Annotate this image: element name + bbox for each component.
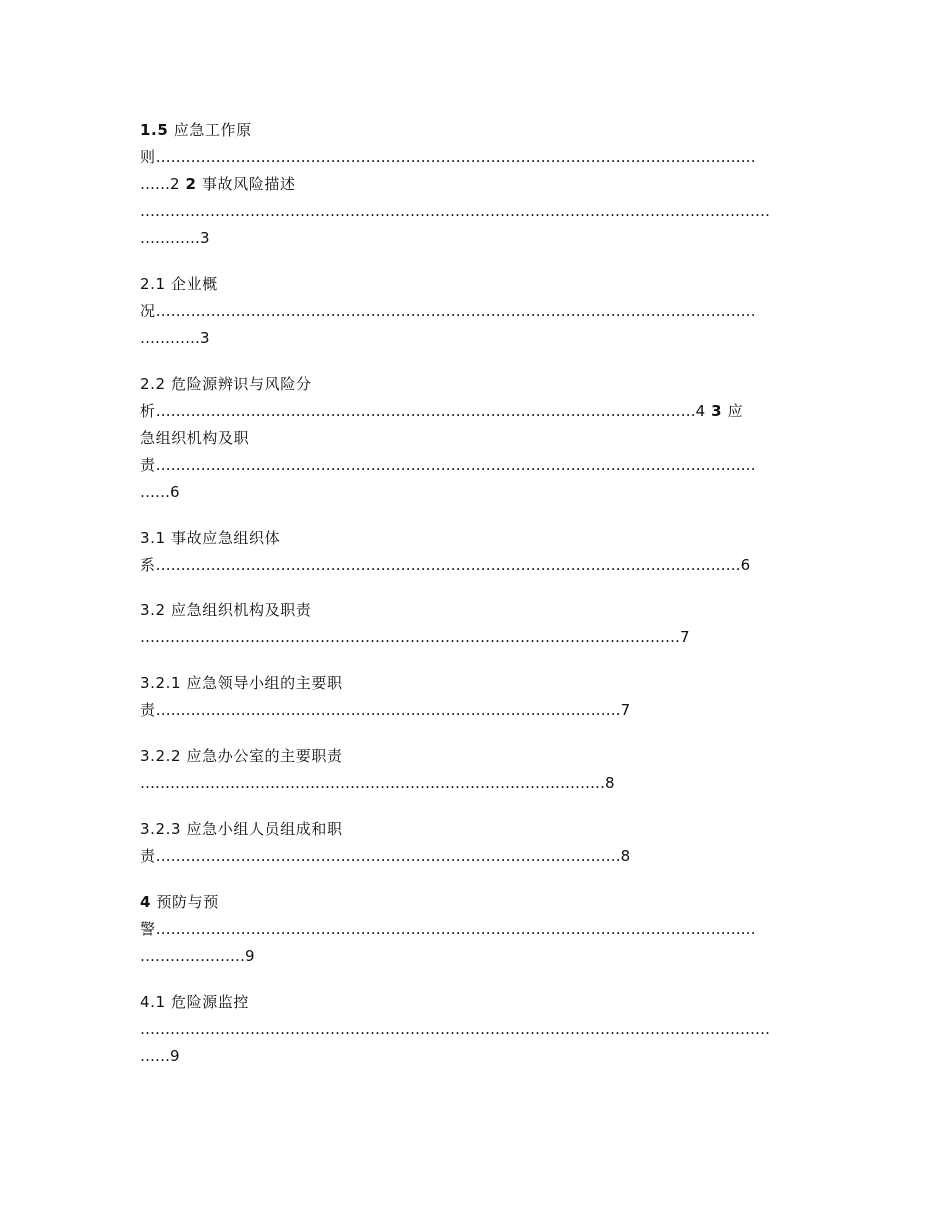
toc-title: 危险源辨识与风险分: [171, 375, 312, 393]
toc-leader-dots: …………………………………………………………………………………………………………: [155, 920, 756, 938]
toc-leader-dots: ………………………………………………………………………………………………: [140, 628, 680, 646]
toc-entry-3-leader: [140, 455, 812, 475]
toc-entry-4-heading: [140, 892, 812, 912]
toc-title: 责: [140, 456, 156, 474]
toc-number: 4: [140, 893, 152, 911]
toc-entry-1-5-leader: [140, 147, 812, 167]
toc-number: 3: [711, 402, 723, 420]
toc-leader-dots: …………………………………………………………………………………………………………: [155, 302, 756, 320]
toc-entry-2-2-leader-and-3-heading: [140, 401, 812, 421]
toc-title: 应: [727, 402, 744, 420]
toc-title: 事故风险描述: [201, 175, 296, 193]
toc-title: 应急组织机构及职责: [171, 601, 312, 619]
toc-leader-dots: ………………………………………………………………………………………………………………: [140, 1020, 770, 1038]
toc-leader-dots: …………………………………………………………………………………………………………: [155, 148, 756, 166]
toc-leader-dots: …………………………………………………………………………………: [140, 774, 605, 792]
toc-entry-4-leader: [140, 919, 812, 939]
toc-leader-dots: …………………: [140, 947, 245, 965]
toc-leader-dots: ……: [140, 1047, 170, 1065]
toc-entry-2-leader: [140, 201, 812, 221]
toc-title: 责: [140, 847, 156, 865]
toc-page-number: 2: [170, 175, 181, 193]
toc-leader-dots: ………………………………………………………………………………………………………: [155, 556, 741, 574]
toc-entry-3-2-1-leader: [140, 700, 812, 720]
toc-entry-1-5-heading: [140, 120, 812, 140]
toc-number: 4.1: [140, 993, 166, 1011]
toc-page-number: 6: [740, 556, 751, 574]
toc-title: 急组织机构及职: [140, 429, 250, 447]
toc-number: 2.2: [140, 375, 166, 393]
toc-leader-dots: ……: [140, 175, 170, 193]
toc-title: 则: [140, 148, 156, 166]
toc-number: 3.2.1: [140, 674, 182, 692]
toc-leader-dots: …………: [140, 329, 200, 347]
toc-number: 3.1: [140, 529, 166, 547]
toc-entry-4-1-heading: [140, 992, 812, 1012]
toc-entry-2-page: [140, 228, 812, 248]
toc-title: 应急领导小组的主要职: [186, 674, 343, 692]
toc-number: 3.2.3: [140, 820, 182, 838]
toc-page-number: 9: [245, 947, 256, 965]
toc-page-number: 7: [680, 628, 691, 646]
toc-page-number: 4: [695, 402, 706, 420]
toc-title: 企业概: [171, 275, 218, 293]
toc-page-number: 8: [605, 774, 616, 792]
toc-number: 2.1: [140, 275, 166, 293]
toc-title: 应急工作原: [173, 121, 252, 139]
toc-entry-2-1-leader: [140, 301, 812, 321]
toc-title: 析: [140, 402, 156, 420]
toc-page-number: 9: [170, 1047, 181, 1065]
toc-leader-dots: …………: [140, 229, 200, 247]
toc-title: 况: [140, 302, 156, 320]
toc-number: 2: [185, 175, 197, 193]
toc-entry-2-1-heading: [140, 274, 812, 294]
toc-number: 3.2: [140, 601, 166, 619]
toc-entry-3-2-heading: [140, 600, 812, 620]
toc-title: 警: [140, 920, 156, 938]
toc-leader-dots: ………………………………………………………………………………………………………………: [140, 202, 770, 220]
toc-entry-2-1-page: [140, 328, 812, 348]
toc-entry-3-2-3-heading: [140, 819, 812, 839]
toc-entry-3-2-leader: [140, 627, 812, 647]
toc-number: 3.2.2: [140, 747, 182, 765]
toc-entry-3-page: [140, 482, 812, 502]
toc-page-number: 6: [170, 483, 181, 501]
toc-number: 1.5: [140, 121, 169, 139]
toc-entry-4-1-page: [140, 1046, 812, 1066]
toc-title: 应急办公室的主要职责: [186, 747, 343, 765]
toc-entry-3-1-leader: [140, 555, 812, 575]
toc-entry-3-2-1-heading: [140, 673, 812, 693]
toc-leader-dots: …………………………………………………………………………………………………………: [155, 456, 756, 474]
toc-title: 应急小组人员组成和职: [186, 820, 343, 838]
toc-entry-3-1-heading: [140, 528, 812, 548]
toc-page-number: 3: [200, 329, 211, 347]
toc-entry-3-2-2-leader: [140, 773, 812, 793]
toc-entry-3-2-2-heading: [140, 746, 812, 766]
toc-entry-3-heading-cont: [140, 428, 812, 448]
toc-leader-dots: ……: [140, 483, 170, 501]
toc-entry-3-2-3-leader: [140, 846, 812, 866]
toc-leader-dots: …………………………………………………………………………………: [155, 847, 621, 865]
toc-page-number: 8: [620, 847, 631, 865]
toc-leader-dots: ………………………………………………………………………………………………: [155, 402, 696, 420]
toc-title: 责: [140, 701, 156, 719]
toc-page-number: 3: [200, 229, 211, 247]
toc-title: 事故应急组织体: [171, 529, 281, 547]
toc-entry-2-2-heading: [140, 374, 812, 394]
toc-entry-4-page: [140, 946, 812, 966]
toc-leader-dots: …………………………………………………………………………………: [155, 701, 621, 719]
toc-entry-4-1-leader: [140, 1019, 812, 1039]
toc-title: 系: [140, 556, 156, 574]
toc-title: 危险源监控: [171, 993, 250, 1011]
toc-page-number: 7: [620, 701, 631, 719]
toc-entry-1-5-page-and-2-heading: [140, 174, 812, 194]
toc-title: 预防与预: [156, 893, 219, 911]
